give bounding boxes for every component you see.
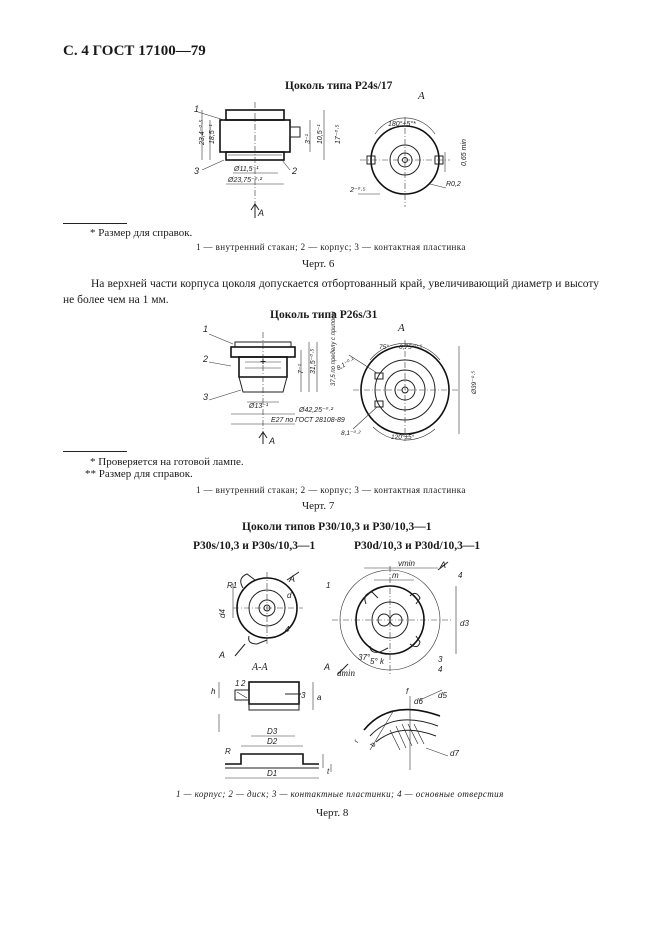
- fig8-right-callout-3: 3: [438, 655, 443, 664]
- fig8-legend: 1 — корпус; 2 — диск; 3 — контактные пластинки; 4 — основные отверстия: [176, 789, 504, 799]
- fig8-dim-37: r: [353, 739, 361, 744]
- fig7-dim-7: 7⁻¹: [298, 364, 305, 374]
- fig6-dim-d11: Ø11,5⁻¹: [234, 166, 259, 173]
- fig6-dim-065: 0,65 min: [461, 139, 468, 166]
- fig8-section-label: A-A: [252, 662, 268, 673]
- fig8-section-callout-2: 2: [241, 679, 246, 688]
- fig6-caption: Черт. 6: [302, 258, 335, 270]
- fig6-callout-2: 2: [292, 166, 298, 176]
- fig6-dim-17: 17⁻⁰·⁵: [335, 124, 342, 144]
- fig8-dim-d6: d6: [414, 697, 423, 706]
- fig7-view-label: A: [398, 322, 405, 334]
- fig6-dim-18: 18,5⁻¹: [209, 124, 216, 144]
- fig7-dim-d42: Ø42,25⁻⁰·²: [299, 407, 334, 414]
- fig7-dim-120: 120°±5°: [391, 434, 415, 441]
- fig6-dim-r02: R0,2: [446, 181, 461, 188]
- fig6-footnote-rule: [63, 223, 127, 224]
- fig6-arrow-label: A: [258, 208, 265, 218]
- fig8-view-a3: A: [440, 560, 447, 570]
- fig6-callout-3: 3: [194, 166, 200, 176]
- fig6-title: Цоколь типа P24s/17: [285, 80, 393, 92]
- fig8-dim-b: 37°: [358, 653, 371, 662]
- fig6-dim-3: 3⁻¹: [305, 134, 312, 144]
- fig8-dim-D2: D2: [267, 737, 278, 746]
- fig8-subtitle-left: P30s/10,3 и P30s/10,3—1: [193, 540, 316, 552]
- fig7-dim-e27: E27 по ГОСТ 28108-89: [271, 417, 345, 424]
- fig8-dim-t: t: [327, 767, 330, 776]
- fig8-section-callout-1: 1: [235, 679, 240, 688]
- fig8-dim-d5: d5: [438, 691, 447, 700]
- fig6-top-view: [350, 112, 480, 222]
- fig7-callout-3: 3: [203, 392, 209, 402]
- fig7-dim-75: 75°: [379, 344, 389, 351]
- fig8-dim-5: b: [369, 741, 378, 748]
- page-header: С. 4 ГОСТ 17100—79: [63, 43, 206, 59]
- fig7-dim-81-bottom: 8,1⁻⁰·²: [341, 430, 361, 437]
- fig7-callout-2: 2: [203, 354, 209, 364]
- fig7-footnote-2: ** Размер для справок.: [85, 468, 193, 480]
- fig8-right-callout-4b: 4: [438, 665, 443, 674]
- fig6-dim-10: 10,5⁻¹: [317, 124, 324, 144]
- fig8-left-top-view: [205, 566, 315, 661]
- fig8-title: Цоколи типов P30/10,3 и P30/10,3—1: [242, 521, 432, 533]
- fig8-dim-D3: D3: [267, 727, 278, 736]
- fig7-arrow-label: A: [269, 436, 276, 446]
- fig8-dim-D1: D1: [267, 769, 278, 778]
- fig7-caption: Черт. 7: [302, 500, 335, 512]
- fig8-dim-f: 5°: [370, 657, 378, 666]
- fig7-dim-31: 31,5⁻⁰·⁵: [310, 348, 317, 374]
- fig7-dim-81-top: 8,1⁻⁰·²: [335, 356, 356, 373]
- fig8-dim-d4: d4: [218, 609, 227, 618]
- fig8-right-callout-4a: 4: [458, 571, 463, 580]
- fig8-dim-r: f: [406, 687, 409, 696]
- fig8-right-callout-1: 1: [326, 581, 331, 590]
- fig8-dim-d7: d7: [450, 749, 459, 758]
- fig7-callout-1: 1: [203, 324, 209, 334]
- fig8-right-top-view: [318, 560, 473, 680]
- fig8-view-a4: A: [324, 662, 331, 672]
- fig7-dim-675: 6,75⁻⁰·⁵: [399, 344, 423, 351]
- fig7-top-view: [335, 335, 485, 445]
- fig8-dim-d: d: [287, 591, 292, 600]
- fig8-dim-d3: d3: [460, 619, 469, 628]
- fig6-footnote: * Размер для справок.: [90, 227, 193, 239]
- fig8-dim-dmin: dmin: [337, 668, 355, 678]
- fig8-detail-view: [350, 687, 465, 775]
- fig8-dim-a: a: [317, 693, 322, 702]
- fig7-title: Цоколь типа P26s/31: [270, 309, 378, 321]
- fig8-subtitle-right: P30d/10,3 и P30d/10,3—1: [354, 540, 481, 552]
- fig8-dim-R: R: [225, 747, 231, 756]
- fig7-legend: 1 — внутренний стакан; 2 — корпус; 3 — контактная пластинка: [196, 485, 466, 495]
- fig6-view-label: A: [418, 90, 425, 102]
- fig6-legend: 1 — внутренний стакан; 2 — корпус; 3 — контактная пластинка: [196, 242, 466, 252]
- fig8-dim-h: h: [211, 687, 216, 696]
- fig8-view-a2: A: [219, 650, 226, 660]
- fig8-section-callout-3: 3: [301, 691, 306, 700]
- fig7-footnote-1: * Проверяется на готовой лампе.: [90, 456, 244, 468]
- fig8-profile-view: [205, 720, 340, 785]
- fig8-dim-k: k: [380, 657, 384, 666]
- fig7-dim-d39: Ø39⁻⁰·⁵: [471, 370, 478, 394]
- fig7-dim-37: 37,5 по пределу с припоем: [331, 311, 337, 386]
- fig7-dim-d13: Ø13⁻¹: [249, 403, 269, 410]
- fig7-footnote-rule: [63, 451, 127, 452]
- base-paragraph: На верхней части корпуса цоколя допускается отбортованный край, увеличивающий диаметр и высоту не более чем на 1 мм.: [63, 278, 599, 306]
- fig6-dim-23: 23,4⁻⁰·⁵: [199, 119, 206, 145]
- fig6-callout-1: 1: [194, 104, 200, 114]
- fig6-dim-d23: Ø23,75⁻⁰·²: [228, 177, 263, 184]
- fig8-dim-m: m: [392, 571, 399, 580]
- fig6-dim-2: 2⁻⁰·⁵: [350, 187, 366, 194]
- fig8-left-callout-4: 4: [285, 625, 290, 634]
- fig8-view-a1: A: [289, 574, 296, 584]
- fig8-caption: Черт. 8: [316, 807, 349, 819]
- fig6-dim-180: 180°±5°*: [388, 121, 416, 128]
- fig8-dim-r1: R1: [227, 581, 238, 590]
- fig8-dim-vmin: vmin: [398, 559, 415, 568]
